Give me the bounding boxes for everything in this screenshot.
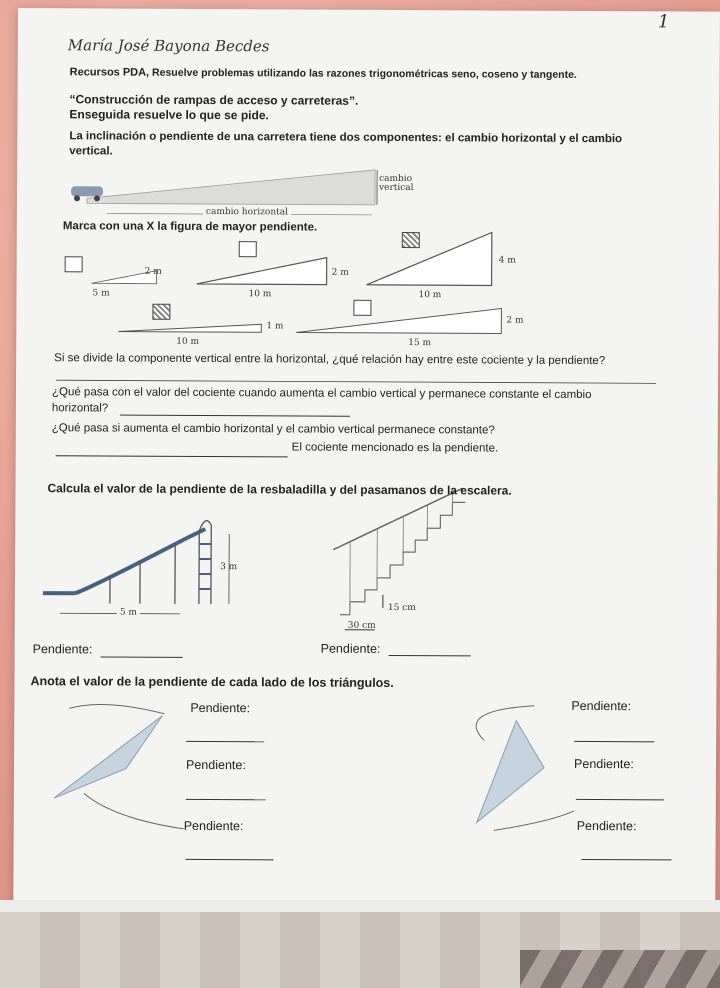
triangle-bottom-left — [54, 704, 185, 829]
road-vertical-label-1: cambio — [379, 173, 413, 185]
checkbox-triangle-5[interactable] — [353, 300, 371, 316]
triangle-5-vertical: 2 m — [506, 315, 524, 326]
instruction: Enseguida resuelve lo que se pide. — [69, 107, 269, 123]
triangle-2 — [197, 257, 327, 285]
worksheet-page — [13, 8, 720, 912]
checkbox-triangle-1[interactable] — [65, 256, 83, 272]
triangle-2-horizontal: 10 m — [248, 289, 272, 300]
intro-line-1: La inclinación o pendiente de una carretera tiene dos componentes: el cambio horizontal y el cambio — [69, 130, 623, 146]
checkbox-triangle-2[interactable] — [239, 241, 257, 257]
mark-prompt: Marca con una X la figura de mayor pendiente. — [62, 220, 318, 234]
page-number: 1 — [657, 11, 670, 33]
slide-pendiente-label: Pendiente: — [32, 642, 93, 657]
question-2-line-2: horizontal? — [51, 402, 109, 415]
subtitle: “Construcción de rampas de acceso y carreteras”. — [69, 92, 359, 108]
stair-pendiente-label: Pendiente: — [320, 641, 381, 656]
triangle-4 — [118, 324, 261, 333]
right-pendiente-1: Pendiente: — [571, 698, 632, 714]
triangle-3-horizontal: 10 m — [418, 290, 442, 301]
left-pendiente-2: Pendiente: — [186, 757, 246, 773]
triangle-4-vertical: 1 m — [266, 321, 284, 332]
triangle-1-vertical: 2 m — [144, 266, 162, 277]
slide-base-label: 5 m — [117, 608, 140, 618]
annotate-prompt: Anota el valor de la pendiente de cada lado de los triángulos. — [30, 674, 394, 690]
triangle-1-horizontal: 5 m — [92, 288, 110, 299]
triangle-3-vertical: 4 m — [498, 255, 516, 266]
title-rest: Resuelve problemas utilizando las razones trigonométricas seno, coseno y tangente. — [149, 66, 577, 81]
title-lead: Recursos PDA, — [69, 66, 150, 79]
right-pendiente-2: Pendiente: — [574, 756, 634, 772]
student-name: María José Bayona Becdes — [67, 36, 270, 56]
triangle-4-horizontal: 10 m — [176, 336, 200, 347]
calc-prompt: Calcula el valor de la pendiente de la resbaladilla y del pasamanos de la escalera. — [47, 481, 512, 498]
triangle-bottom-right — [476, 705, 575, 831]
triangle-5-horizontal: 15 m — [408, 338, 432, 349]
paper-bottom-edge — [0, 900, 720, 912]
question-1: Si se divide la componente vertical entre la horizontal, ¿qué relación hay entre este cociente y la pendiente? — [54, 352, 606, 368]
stair-run-label: 30 cm — [347, 620, 376, 631]
triangle-2-vertical: 2 m — [331, 267, 349, 278]
road-horizontal-label: cambio horizontal — [203, 207, 291, 217]
q3-answer-note: El cociente mencionado es la pendiente. — [291, 441, 499, 455]
left-pendiente-1: Pendiente: — [190, 700, 251, 716]
triangle-5 — [296, 307, 501, 333]
question-3: ¿Qué pasa si aumenta el cambio horizontal y el cambio vertical permanece constante? — [51, 422, 495, 437]
road-vertical-label-2: vertical — [379, 182, 414, 194]
question-2-line-1: ¿Qué pasa con el valor del cociente cuando aumenta el cambio vertical y permanece constante el cambio — [51, 386, 592, 402]
stair-rise-label: 15 cm — [387, 602, 416, 614]
triangle-3 — [367, 232, 492, 286]
slide-height-label: 3 m — [220, 562, 238, 573]
right-pendiente-3: Pendiente: — [576, 818, 637, 834]
checkbox-triangle-4[interactable] — [152, 304, 170, 320]
checkbox-triangle-3[interactable] — [402, 232, 420, 248]
diagrams-layer — [13, 8, 720, 912]
fabric-pattern — [520, 950, 720, 988]
intro-line-2: vertical. — [69, 145, 113, 158]
left-pendiente-3: Pendiente: — [183, 818, 244, 834]
slide-diagram — [43, 520, 229, 614]
